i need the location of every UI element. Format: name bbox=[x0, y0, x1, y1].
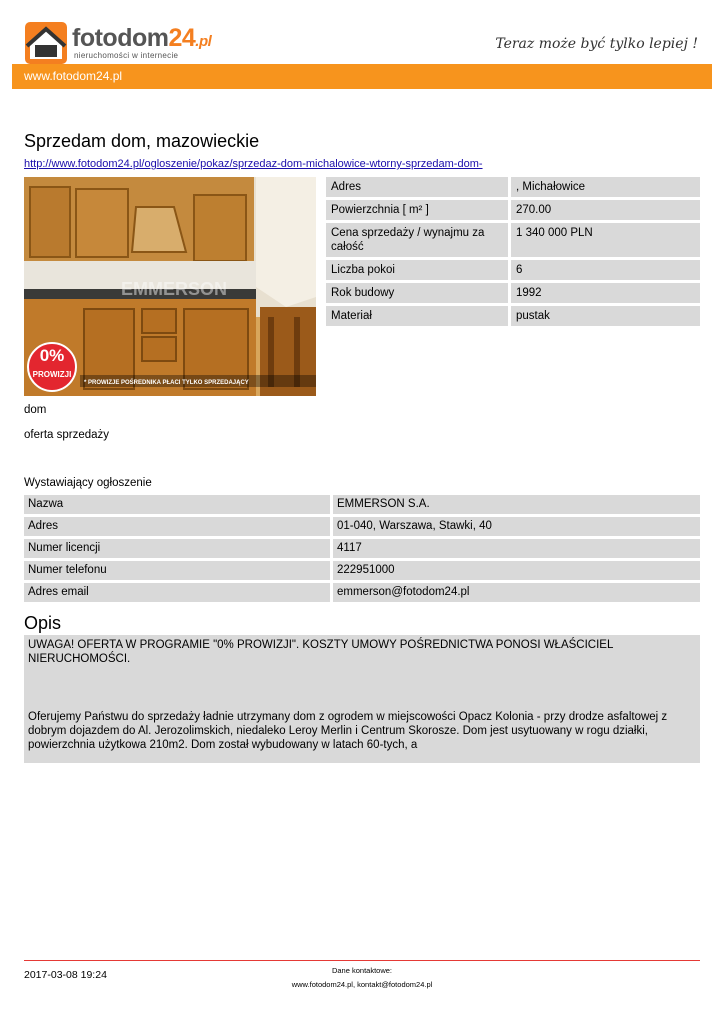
seller-row-address bbox=[24, 517, 700, 536]
property-row-material bbox=[326, 306, 700, 326]
footer-date: 2017-03-08 19:24 bbox=[24, 969, 107, 981]
seller-label: Numer licencji bbox=[24, 539, 330, 558]
property-row-area bbox=[326, 200, 700, 220]
offer-type: oferta sprzedaży bbox=[24, 429, 110, 441]
page-header bbox=[0, 0, 724, 64]
property-value: 270.00 bbox=[511, 200, 700, 220]
description-notice: UWAGA! OFERTA W PROGRAMIE "0% PROWIZJI". KOSZTY UMOWY POŚREDNICTWA PONOSI WŁAŚCICIEL NIERUCHOMOŚCI. bbox=[28, 639, 613, 665]
description-heading: Opis bbox=[24, 613, 62, 633]
property-label: Materiał bbox=[326, 306, 508, 326]
listing-url-link[interactable]: http://www.fotodom24.pl/ogloszenie/pokaz/sprzedaz-dom-michalowice-wtorny-sprzedam-dom- bbox=[24, 158, 483, 170]
seller-row-email bbox=[24, 583, 700, 602]
kitchen-photo-illustration bbox=[24, 177, 316, 396]
seller-row-phone bbox=[24, 561, 700, 580]
badge-text: PROWIZJI bbox=[32, 370, 72, 379]
property-row-year bbox=[326, 283, 700, 303]
seller-heading: Wystawiający ogłoszenie bbox=[24, 477, 152, 489]
seller-row-license bbox=[24, 539, 700, 558]
property-row-rooms bbox=[326, 260, 700, 280]
property-label: Liczba pokoi bbox=[326, 260, 508, 280]
badge-percent: 0% bbox=[39, 346, 65, 365]
property-label: Adres bbox=[326, 177, 508, 197]
property-value: 6 bbox=[511, 260, 700, 280]
badge-caption: * PROWIZJE POŚREDNIKA PŁACI TYLKO SPRZEDAJĄCY bbox=[84, 380, 249, 386]
logo-number: 24 bbox=[168, 24, 196, 52]
property-label: Rok budowy bbox=[326, 283, 508, 303]
logo-tagline: nieruchomości w internecie bbox=[74, 51, 179, 60]
footer-contact-heading: Dane kontaktowe: bbox=[331, 966, 393, 975]
property-details-table bbox=[326, 177, 700, 329]
seller-value: 01-040, Warszawa, Stawki, 40 bbox=[333, 517, 700, 536]
photo-watermark: EMMERSON bbox=[120, 279, 228, 299]
property-value: 1992 bbox=[511, 283, 700, 303]
site-bar bbox=[12, 64, 712, 89]
seller-label: Nazwa bbox=[24, 495, 330, 514]
seller-label: Adres bbox=[24, 517, 330, 536]
footer-contact: www.fotodom24.pl, kontakt@fotodom24.pl bbox=[291, 980, 433, 989]
description-body: Oferujemy Państwu do sprzedaży ładnie utrzymany dom z ogrodem w miejscowości Opacz Kolonia - przy drodze asfaltowej z dobrym dojazdem do Al. Jerozolimskich, niedaleko Leroy Merlin i Centrum Skorosze. Dom jest usytuowany w rogu działki, powierzchnia użytkowa 210m2. Dom został wybudowany w latach 60-tych, a bbox=[28, 711, 668, 751]
logo-main: fotodom bbox=[72, 24, 169, 52]
seller-label: Numer telefonu bbox=[24, 561, 330, 580]
house-logo-icon[interactable] bbox=[25, 22, 67, 64]
listing-title: Sprzedam dom, mazowieckie bbox=[24, 131, 260, 151]
property-row-price bbox=[326, 223, 700, 257]
property-value: 1 340 000 PLN bbox=[511, 223, 700, 257]
logo-tld: .pl bbox=[195, 33, 212, 50]
site-link[interactable]: www.fotodom24.pl bbox=[24, 69, 123, 83]
seller-label: Adres email bbox=[24, 583, 330, 602]
seller-value: EMMERSON S.A. bbox=[333, 495, 700, 514]
footer-divider bbox=[24, 960, 700, 961]
property-row-address bbox=[326, 177, 700, 197]
seller-row-name bbox=[24, 495, 700, 514]
seller-value: 222951000 bbox=[333, 561, 700, 580]
seller-value: 4117 bbox=[333, 539, 700, 558]
property-value: , Michałowice bbox=[511, 177, 700, 197]
property-label: Powierzchnia [ m² ] bbox=[326, 200, 508, 220]
property-value: pustak bbox=[511, 306, 700, 326]
property-photo[interactable] bbox=[24, 177, 316, 396]
description-box bbox=[24, 635, 700, 763]
property-type: dom bbox=[24, 404, 47, 416]
seller-value: emmerson@fotodom24.pl bbox=[333, 583, 700, 602]
seller-table bbox=[24, 495, 700, 605]
property-label: Cena sprzedaży / wynajmu za całość bbox=[326, 223, 508, 257]
slogan: Teraz może być tylko lepiej ! bbox=[495, 36, 698, 52]
